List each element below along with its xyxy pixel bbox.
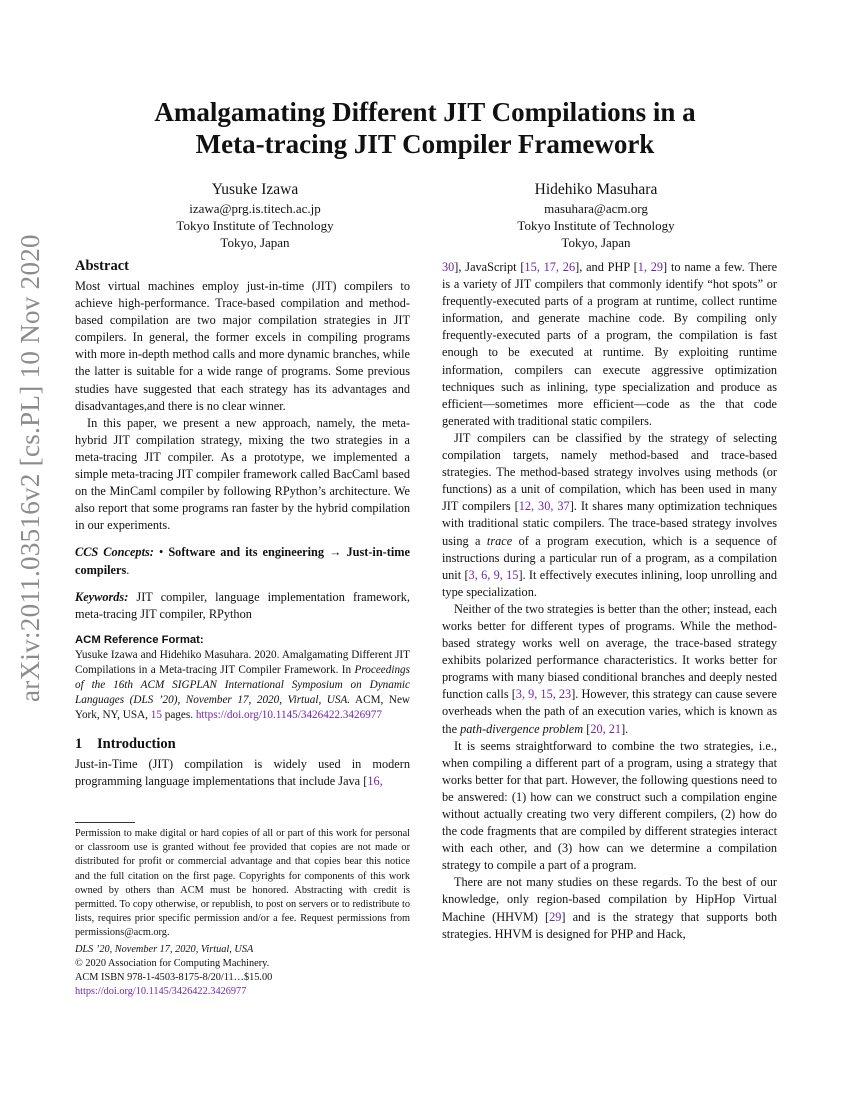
author-affiliation: Tokyo Institute of Technology bbox=[176, 218, 334, 233]
arxiv-stamp: arXiv:2011.03516v2 [cs.PL] 10 Nov 2020 bbox=[15, 234, 45, 702]
title-line-2: Meta-tracing JIT Compiler Framework bbox=[195, 129, 655, 159]
abstract-heading: Abstract bbox=[75, 258, 129, 274]
acm-reference-text bbox=[75, 648, 410, 723]
citation-link[interactable]: 29 bbox=[549, 909, 562, 924]
intro-paragraph-1 bbox=[75, 756, 410, 790]
acm-ref-part1: Yusuke Izawa and Hidehiko Masuhara. 2020. Amalgamating Different JIT Compilations in a Meta-tracing JIT Compiler Framework. In bbox=[75, 648, 410, 676]
permission-notice bbox=[75, 827, 410, 999]
title-line-1: Amalgamating Different JIT Compilations in a bbox=[154, 97, 696, 127]
author-location: Tokyo, Japan bbox=[561, 235, 631, 250]
acm-ref-venue: Proceedings of the 16th ACM SIGPLAN International Symposium on Dynamic Languages (DLS ’20), November 17, 2020, Virtual, USA. bbox=[75, 663, 410, 707]
author-email: izawa@prg.is.titech.ac.jp bbox=[189, 201, 321, 216]
body-text: ]. It effectively executes inlining, loop unrolling and type specialization. bbox=[442, 567, 777, 599]
body-text: There are not many studies on these regards. To the best of our knowledge, only region-based compilation by HipHop Virtual Machine (HHVM) [ bbox=[442, 875, 777, 924]
body-text: ]. However, this strategy can cause severe overheads when the path of an execution varies, which is known as the bbox=[442, 687, 778, 736]
citation-link[interactable]: 15, 17, 26 bbox=[524, 260, 576, 274]
author-name: Hidehiko Masuhara bbox=[534, 181, 658, 198]
left-column bbox=[75, 257, 410, 790]
keywords-label: Keywords: bbox=[75, 589, 129, 604]
ccs-bullet: • bbox=[153, 545, 169, 560]
citation-link[interactable]: 1, 29 bbox=[637, 260, 664, 274]
acm-ref-part3: pages. bbox=[161, 709, 196, 722]
body-text: of a program execution, which is a sequence of instructions during a particular run of a program, as a compilation unit [ bbox=[442, 533, 777, 582]
author-name: Yusuke Izawa bbox=[211, 181, 299, 198]
author-block-1 bbox=[105, 180, 405, 251]
body-text: Neither of the two strategies is better than the other; instead, each works better for different types of programs. While the method-based strategy works well on average, the trace-based strategy exhibits polarized performance characteristics. It works better for programs with many biased conditional branches and deeply nested function calls [ bbox=[442, 601, 777, 702]
acm-reference-heading: ACM Reference Format: bbox=[75, 633, 204, 646]
author-location: Tokyo, Japan bbox=[220, 235, 290, 250]
body-text: It is seems straightforward to combine the two strategies, i.e., when compiling a different part of a program, using a strategy that works better for that part. However, the following questions need to be answered: (1) how can we construct such a compilation engine without actually creating two very different compilers, (2) how do the code fragments that are compiled by different strategies interact with each other, and (3) how can we determine a compilation strategy to compile a part of a program. bbox=[442, 738, 777, 873]
intro-text: Just-in-Time (JIT) compilation is widely used in modern programming language implementations that include Java [ bbox=[75, 757, 410, 789]
body-text: ]. It shares many optimization techniques with traditional static compilers. The trace-based strategy involves using a bbox=[442, 499, 778, 548]
body-text: ], JavaScript [ bbox=[454, 260, 525, 274]
section-title: Introduction bbox=[97, 736, 176, 753]
isbn-line: ACM ISBN 978-1-4503-8175-8/20/11…$15.00 bbox=[75, 972, 273, 984]
body-text: [ bbox=[583, 721, 591, 736]
citation-link[interactable]: 3, 6, 9, 15 bbox=[468, 567, 519, 582]
acm-ref-part2: ACM, New York, NY, USA, bbox=[75, 694, 410, 722]
introduction-heading bbox=[75, 735, 410, 753]
acm-ref-doi-link[interactable]: https://doi.org/10.1145/3426422.3426977 bbox=[195, 709, 382, 722]
permission-doi-link[interactable]: https://doi.org/10.1145/3426422.3426977 bbox=[75, 986, 247, 998]
keywords-text: JIT compiler, language implementation framework, meta-tracing JIT compiler, RPython bbox=[75, 589, 410, 621]
conference-line: DLS ’20, November 17, 2020, Virtual, USA bbox=[75, 943, 254, 955]
ccs-text: Software and its engineering → Just-in-time compilers bbox=[75, 545, 410, 577]
keywords bbox=[75, 589, 410, 623]
copyright-line: © 2020 Association for Computing Machinery. bbox=[75, 957, 270, 969]
author-email: masuhara@acm.org bbox=[544, 201, 648, 216]
right-paragraph-5 bbox=[442, 874, 777, 942]
author-block-2 bbox=[446, 180, 746, 251]
section-number: 1 bbox=[75, 736, 83, 753]
emphasis-text: trace bbox=[486, 533, 513, 548]
body-text: JIT compilers can be classified by the strategy of selecting compilation targets, namely method-based and trace-based strategies. The method-based strategy involves using methods (or functions) as a unit of compilation, which has been used in many JIT compilers [ bbox=[442, 430, 777, 514]
citation-link[interactable]: 12, 30, 37 bbox=[518, 499, 570, 514]
right-paragraph-2 bbox=[442, 430, 777, 601]
right-paragraph-1 bbox=[442, 259, 777, 430]
abstract-paragraph-2: In this paper, we present a new approach, namely, the meta-hybrid JIT compilation strategy, mixing the two strategies in a meta-tracing JIT compiler. As a prototype, we implemented a simple meta-tracing JIT compiler framework called BacCaml based on the MinCaml compiler by following RPython’s architecture. We also report that some programs ran faster by the hybrid compilation in our experiments. bbox=[75, 415, 410, 533]
citation-link[interactable]: 20, 21 bbox=[590, 721, 622, 736]
body-text: ] to name a few. There is a variety of JIT compilers that commonly identify “hot spots” or frequently-executed parts of a program at runtime, collect runtime information, and generate machine code. By compiling only frequently-executed parts of a program, the compilation is fast enough to be executed at runtime. By exploiting runtime information, compilers can execute aggressive optimization techniques such as inlining, type specialization and produce as efficient—sometimes more efficient—code as the that code generated with traditional static compilers. bbox=[442, 260, 778, 428]
emphasis-text: path-divergence problem bbox=[460, 721, 584, 736]
citation-link[interactable]: 16, bbox=[367, 774, 383, 789]
ccs-end: . bbox=[126, 562, 130, 577]
right-paragraph-4 bbox=[442, 738, 777, 875]
body-text: ], and PHP [ bbox=[575, 260, 638, 274]
abstract-paragraph-1: Most virtual machines employ just-in-time (JIT) compilers to achieve high-performance. Trace-based compilation and method-based compilation are two major compilation strategies in JIT compilers. In general, the former excels in compiling programs with more in-depth method calls and more dynamic branches, while the latter is suitable for a wide range of programs. Some previous studies have suggested that each strategy has its advantages and disadvantages,and there is no clear winner. bbox=[75, 279, 410, 413]
author-affiliation: Tokyo Institute of Technology bbox=[517, 218, 675, 233]
right-paragraph-3 bbox=[442, 601, 777, 738]
right-column bbox=[442, 259, 777, 943]
body-text: ] and is the strategy that supports both strategies. HHVM is designed for PHP and Hack, bbox=[442, 909, 778, 941]
ccs-label: CCS Concepts: bbox=[75, 545, 154, 560]
paper-title bbox=[75, 96, 775, 160]
footnote-rule bbox=[75, 822, 135, 823]
acm-ref-pages-link[interactable]: 15 bbox=[150, 709, 162, 722]
citation-link[interactable]: 3, 9, 15, 23 bbox=[515, 687, 572, 702]
citation-link[interactable]: 30 bbox=[442, 260, 455, 274]
body-text: ]. bbox=[621, 721, 629, 736]
ccs-concepts bbox=[75, 544, 410, 578]
permission-text: Permission to make digital or hard copies of all or part of this work for personal or classroom use is granted without fee provided that copies are not made or distributed for profit or commercial advantage and that copies bear this notice and the full citation on the first page. Copyrights for components of this work owned by others than ACM must be honored. Abstracting with credit is permitted. To copy otherwise, or republish, to post on servers or to redistribute to lists, requires prior specific permission and/or a fee. Request permissions from permissions@acm.org. bbox=[75, 828, 410, 939]
